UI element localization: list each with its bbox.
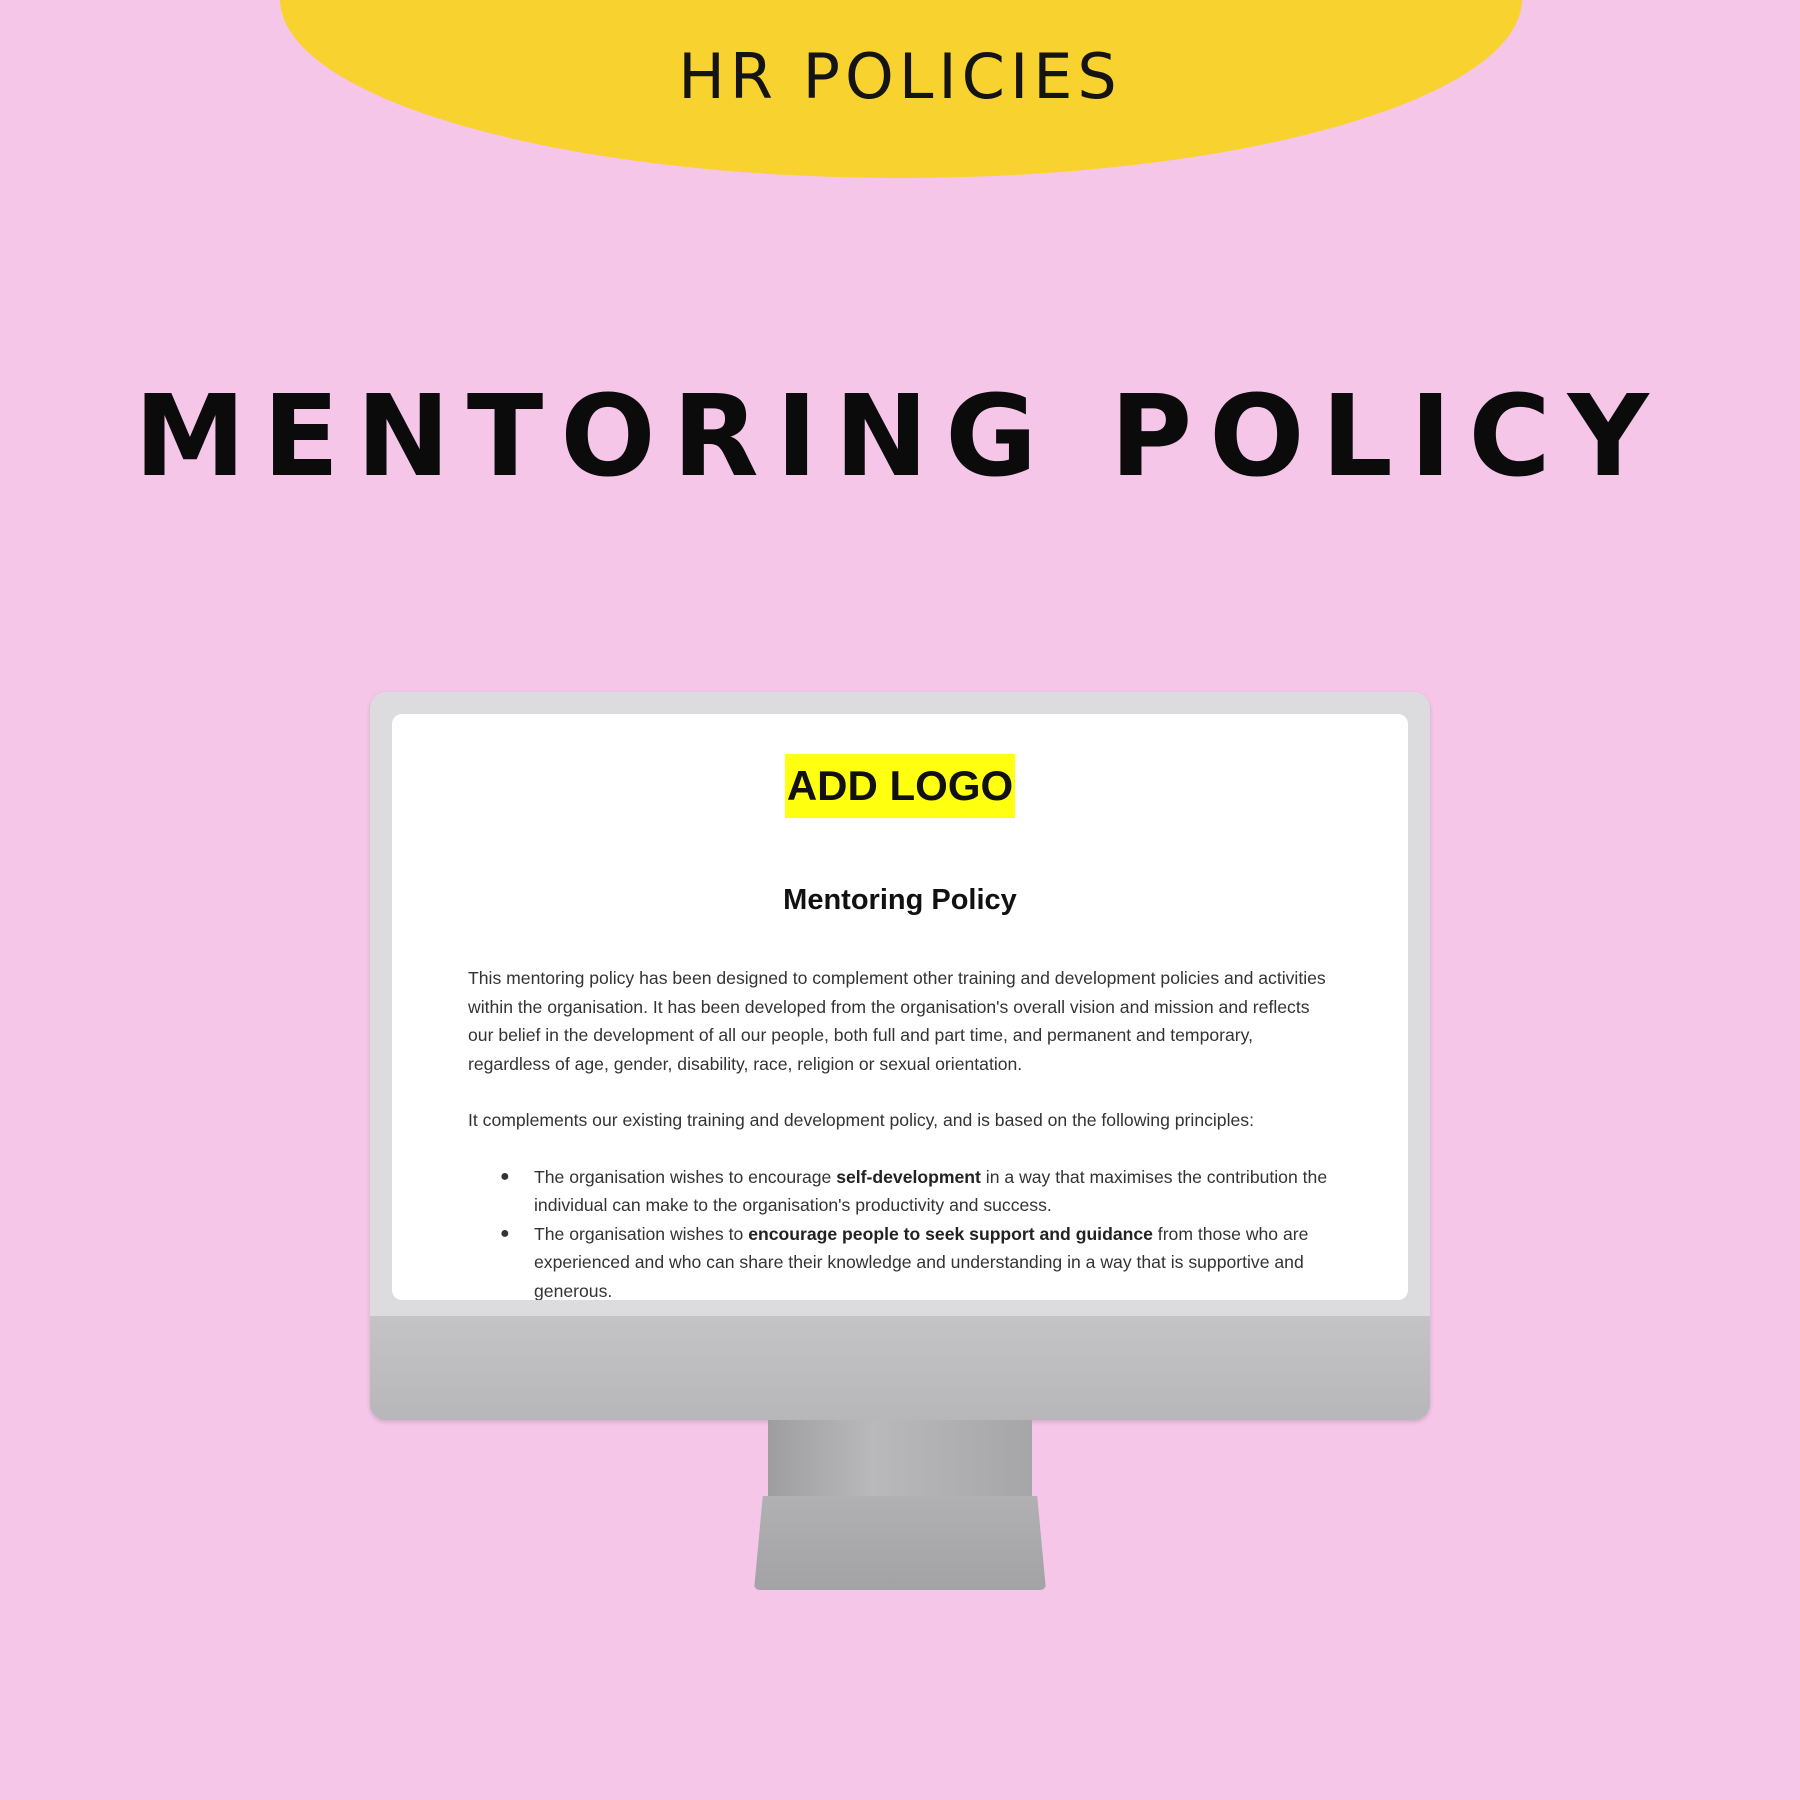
paragraph: This mentoring policy has been designed to complement other training and development policies and activities within the organisation. It has been developed from the organisation's overall vision and mission and reflects our belief in the development of all our people, both full and part time, and permanent and temporary, regardless of age, gender, disability, race, religion or sexual orientation. [468,968,1326,1074]
bullet-icon: ● [500,1167,510,1185]
monitor-mockup [370,692,1430,1420]
document-preview [392,714,1408,1300]
list-item: ● The organisation wishes to encourage people to seek support and guidance from those who are experienced and who can share their knowledge and understanding in a way that is supportive and generous. [534,1220,1328,1301]
bullet-icon: ● [500,1224,510,1242]
principles-list [468,1163,1328,1301]
monitor-stand-base [754,1496,1046,1590]
monitor-stand-neck [768,1420,1032,1500]
document-title: Mentoring Policy [783,884,1017,916]
list-item: ● The organisation wishes to encourage self-development in a way that maximises the contribution the individual can make to the organisation's productivity and success. [534,1163,1328,1220]
paragraph: It complements our existing training and development policy, and is based on the following principles: [468,1110,1254,1130]
category-label: HR POLICIES [678,40,1122,113]
monitor-chin [370,1316,1430,1420]
logo-placeholder: ADD LOGO [785,754,1015,818]
document-body [468,964,1328,1300]
page-title: MENTORING POLICY [134,372,1666,502]
